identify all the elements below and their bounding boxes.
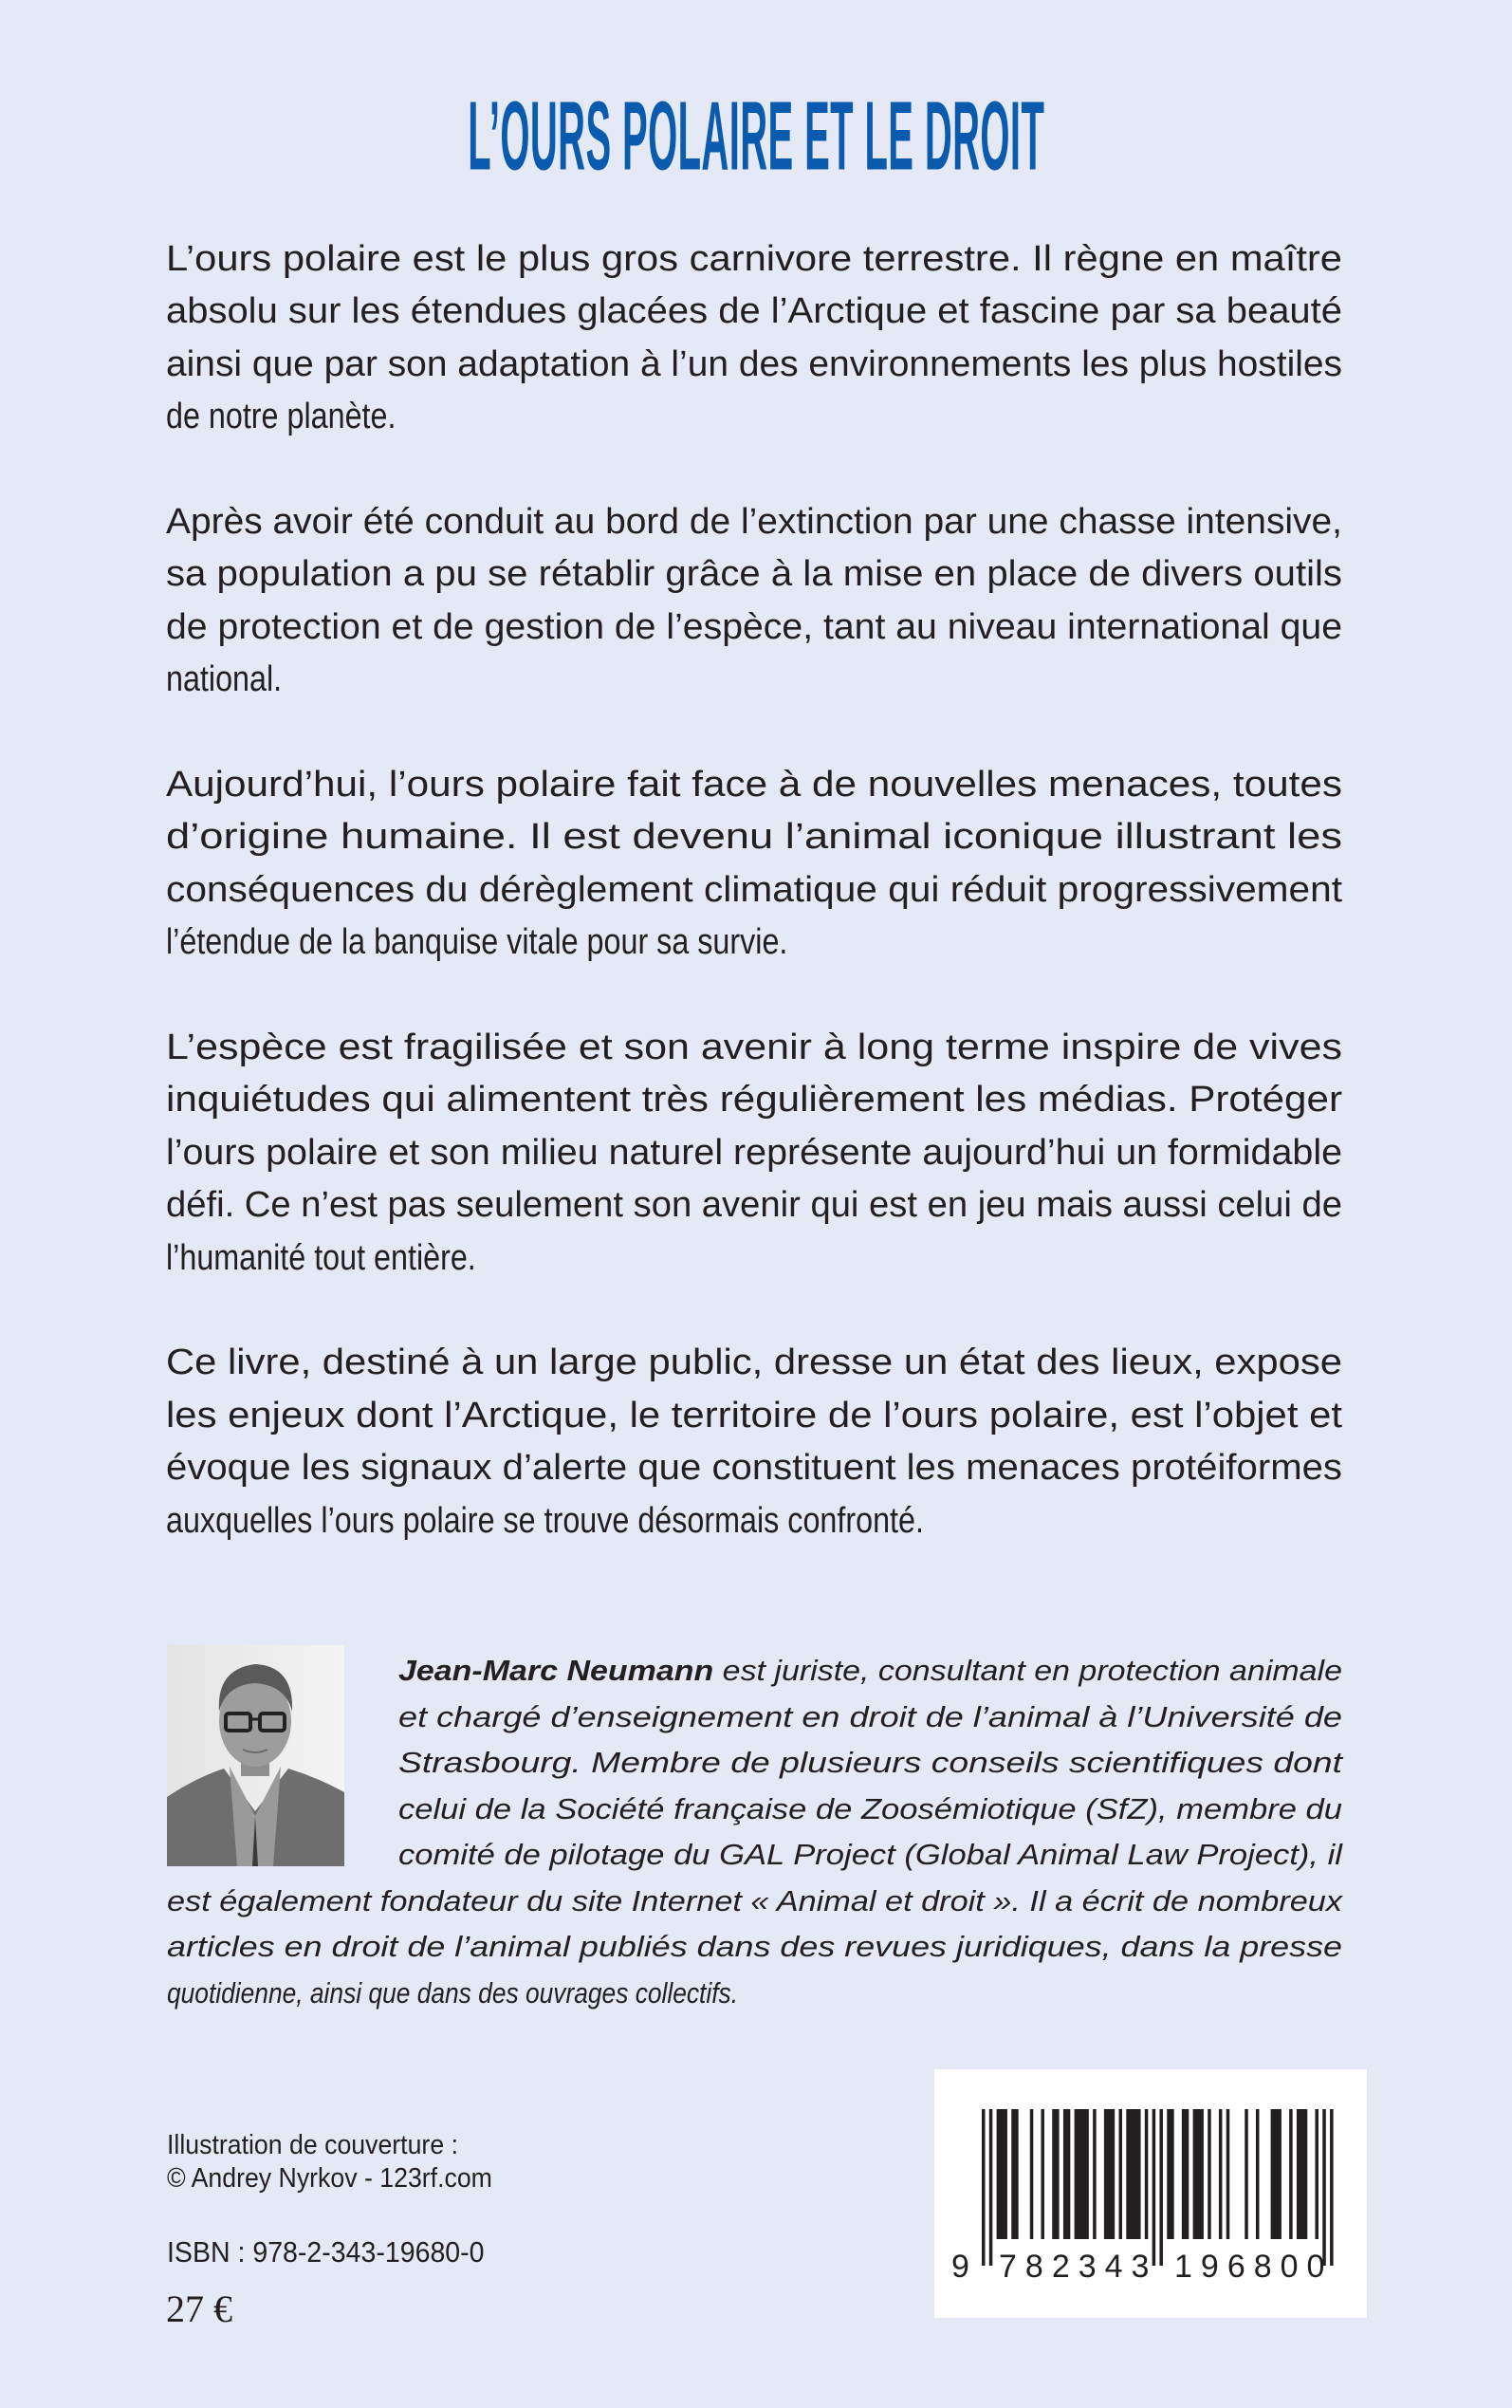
blurb-line: l’ours polaire et son milieu naturel représente aujourd’hui un formidable — [166, 1132, 1342, 1173]
blurb-line: auxquelles l’ours polaire se trouve désormais confronté. — [166, 1500, 924, 1541]
author-photo — [167, 1645, 344, 1866]
barcode-bar — [1297, 2109, 1307, 2239]
author-bio-line: comité de pilotage du GAL Project (Global Animal Law Project), il — [398, 1838, 1342, 1871]
illustration-credit-source: © Andrey Nyrkov - 123rf.com — [167, 2163, 492, 2194]
blurb-line: défi. Ce n’est pas seulement son avenir qui est en jeu mais aussi celui de — [166, 1185, 1342, 1226]
barcode-bar — [1245, 2109, 1248, 2239]
barcode-bar — [1118, 2109, 1122, 2239]
blurb-line: l’humanité tout entière. — [166, 1237, 476, 1278]
author-bio-text: est juriste, consultant en protection animale — [713, 1654, 1342, 1687]
author-bio-line — [398, 1656, 1342, 1685]
barcode-bar — [1226, 2109, 1230, 2239]
barcode-bar — [1289, 2109, 1293, 2239]
author-bio-line: est également fondateur du site Internet « Animal et droit ». Il a écrit de nombreux — [167, 1883, 1342, 1917]
barcode-guard-bar — [1322, 2109, 1326, 2266]
barcode-bar — [997, 2109, 1007, 2239]
blurb-line: de protection et de gestion de l’espèce, tant au niveau international que — [166, 606, 1342, 647]
barcode-bar — [1030, 2109, 1034, 2239]
barcode-bar — [1041, 2109, 1044, 2239]
blurb-line: sa population a pu se rétablir grâce à la mise en place de divers outils — [166, 554, 1342, 595]
barcode-bar — [1315, 2109, 1318, 2239]
barcode-bar — [1093, 2109, 1097, 2239]
author-portrait-icon — [167, 1645, 344, 1866]
barcode-bar — [1075, 2109, 1089, 2239]
barcode-guard-bar — [989, 2109, 993, 2266]
book-title — [0, 81, 1512, 191]
blurb-line: Ce livre, destiné à un large public, dresse un état des lieux, expose — [166, 1343, 1342, 1383]
barcode-bar — [1219, 2109, 1223, 2239]
blurb-line: national. — [166, 659, 283, 700]
author-bio-line: celui de la Société française de Zoosémiotique (SfZ), membre du — [398, 1791, 1342, 1825]
blurb-line: conséquences du dérèglement climatique qui réduit progressivement — [166, 869, 1342, 910]
barcode-guard-bar — [1159, 2109, 1163, 2266]
barcode-bar — [1167, 2109, 1173, 2239]
barcode-bar — [1104, 2109, 1115, 2239]
author-bio-line: quotidienne, ainsi que dans des ouvrages collectifs. — [167, 1975, 739, 2010]
price: 27 € — [166, 2288, 232, 2330]
barcode-bar — [1145, 2109, 1149, 2239]
blurb-line: inquiétudes qui alimentent très régulièrement les médias. Protéger — [166, 1080, 1342, 1121]
blurb-line: l’étendue de la banquise vitale pour sa survie. — [166, 922, 788, 963]
barcode-bar — [1256, 2109, 1260, 2239]
barcode — [934, 2069, 1367, 2318]
blurb-line: les enjeux dont l’Arctique, le territoire de l’ours polaire, est l’objet et — [166, 1395, 1342, 1436]
barcode-icon — [934, 2069, 1367, 2318]
barcode-guard-bar — [1152, 2109, 1156, 2266]
barcode-left-digits: 782343 — [999, 2249, 1158, 2285]
barcode-bar — [1208, 2109, 1211, 2239]
blurb-line: Après avoir été conduit au bord de l’extinction par une chasse intensive, — [166, 502, 1342, 542]
barcode-bar — [1052, 2109, 1059, 2239]
blurb-line: d’origine humaine. Il est devenu l’animal iconique illustrant les — [166, 817, 1342, 858]
blurb-line: L’espèce est fragilisée et son avenir à long terme inspire de vives — [166, 1028, 1342, 1067]
book-title-text: L’OURS POLAIRE ET LE DROIT — [468, 81, 1044, 191]
barcode-bar — [1271, 2109, 1282, 2239]
blurb-line: absolu sur les étendues glacées de l’Arctique et fascine par sa beauté — [166, 291, 1342, 332]
barcode-bar — [1182, 2109, 1189, 2239]
blurb-line: ainsi que par son adaptation à l’un des environnements les plus hostiles — [166, 343, 1342, 384]
author-bio-line: et chargé d’enseignement en droit de l’animal à l’Université de — [398, 1699, 1342, 1733]
blurb-line: évoque les signaux d’alerte que constituent les menaces protéiformes — [166, 1448, 1342, 1489]
barcode-bar — [1126, 2109, 1140, 2239]
barcode-bar — [1011, 2109, 1018, 2239]
barcode-right-digits: 196800 — [1174, 2249, 1334, 2285]
barcode-bar — [1193, 2109, 1204, 2239]
illustration-credit-label: Illustration de couverture : — [167, 2130, 458, 2160]
barcode-first-digit: 9 — [951, 2249, 978, 2285]
barcode-guard-bar — [982, 2109, 986, 2266]
blurb-line: de notre planète. — [166, 397, 396, 437]
author-bio-line: Strasbourg. Membre de plusieurs conseils scientifiques dont — [398, 1746, 1342, 1779]
barcode-guard-bar — [1330, 2109, 1334, 2266]
blurb-line: L’ours polaire est le plus gros carnivore terrestre. Il règne en maître — [166, 239, 1342, 279]
isbn: ISBN : 978-2-343-19680-0 — [167, 2235, 485, 2269]
barcode-bar — [1063, 2109, 1070, 2239]
blurb-line: Aujourd’hui, l’ours polaire fait face à de nouvelles menaces, toutes — [166, 765, 1342, 805]
author-name: Jean-Marc Neumann — [398, 1654, 714, 1687]
author-bio-line: articles en droit de l’animal publiés dans des revues juridiques, dans la presse — [167, 1930, 1342, 1963]
